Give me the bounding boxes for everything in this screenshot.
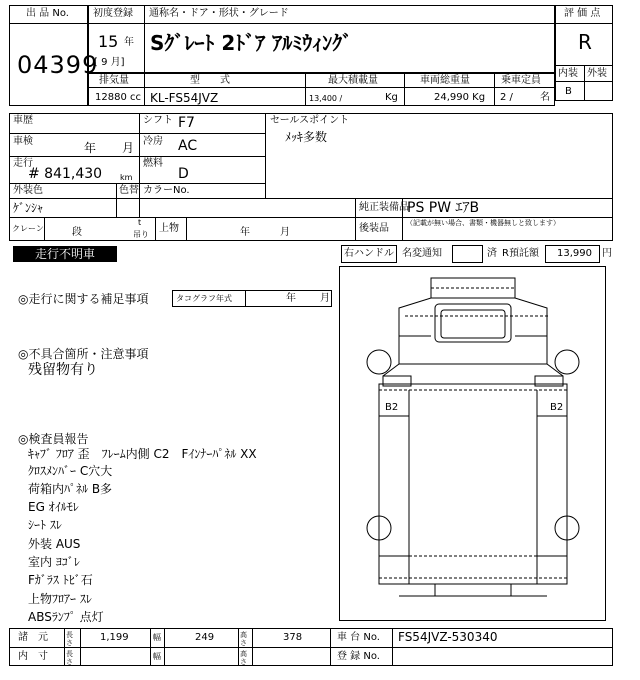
name-change-label: 名変通知 — [402, 248, 442, 259]
model-type-value: KL-FS54JVZ — [150, 91, 219, 105]
inspection-month: 月 — [122, 141, 135, 155]
aftermarket-label: 後装品 — [359, 223, 389, 234]
crane-tons: t — [138, 218, 142, 227]
fuel-value: D — [178, 166, 189, 182]
inspector-line: 上物ﾌﾛｱｰ ｽﾚ — [28, 592, 92, 606]
status-banner-text: 走行不明車 — [35, 247, 96, 261]
gross-weight-label: 車両総重量 — [420, 75, 470, 86]
crane-steps: 段 — [72, 227, 82, 238]
tachograph-label: タコグラフ年式 — [176, 294, 232, 303]
inspector-line: 室内 ﾖｺﾞﾚ — [28, 555, 80, 569]
inspector-line: Fｶﾞﾗｽ ﾄﾋﾞ石 — [28, 573, 93, 587]
max-load-label: 最大積載量 — [328, 75, 378, 86]
lot-number: 04399 — [17, 51, 99, 79]
crane-hang: 吊り — [133, 230, 149, 239]
length-value: 1,199 — [100, 632, 129, 643]
inspector-line: 荷箱内ﾊﾟﾈﾙ B多 — [28, 482, 113, 496]
outer-dim-label: 諸 元 — [18, 632, 48, 643]
inspector-line: 外装 AUS — [28, 537, 81, 551]
exterior-label: 外装 — [587, 68, 607, 79]
tax-value: 13,990 — [557, 248, 592, 259]
inner-length-label: 長さ — [66, 650, 73, 666]
tachograph-year: 年 — [286, 293, 296, 304]
reg-year-unit: 年 — [124, 37, 134, 48]
upper-month: 月 — [280, 227, 290, 238]
upper-year: 年 — [240, 227, 250, 238]
aftermarket-note: （記載が無い場合、書類・機器無しと致します） — [406, 219, 560, 227]
inner-dim-label: 内 寸 — [18, 651, 48, 662]
max-load-value: 13,400 / — [309, 94, 343, 103]
capacity-unit: 名 — [540, 92, 550, 103]
fuel-label: 燃料 — [143, 158, 163, 169]
height-value: 378 — [283, 632, 303, 643]
left-damage-mark: B2 — [385, 402, 399, 413]
mileage-unit: km — [120, 173, 133, 182]
mileage-label: 走行 — [13, 158, 33, 169]
tax-unit: 円 — [602, 248, 612, 259]
shift-label: シフト — [143, 115, 173, 126]
model-type-label: 型 式 — [190, 75, 230, 86]
capacity-value: 2 / — [500, 92, 513, 103]
shift-value: F7 — [178, 115, 195, 131]
lot-label: 出 品 No. — [26, 8, 69, 19]
first-reg-label: 初度登録 — [93, 8, 133, 19]
tax-label: R預託額 — [502, 248, 539, 259]
color-no-label: カラーNo. — [143, 185, 190, 196]
history-label: 車歴 — [13, 115, 33, 126]
displacement-label: 排気量 — [99, 75, 129, 86]
defects-value: 残留物有り — [28, 362, 98, 378]
inspector-line: ｷｬﾌﾞ ﾌﾛｱ 歪 ﾌﾚｰﾑ内側 C2 Fｲﾝﾅｰﾊﾟﾈﾙ XX — [28, 447, 257, 461]
right-damage-mark: B2 — [550, 402, 564, 413]
interior-label: 内装 — [558, 68, 578, 79]
length-label: 長さ — [66, 631, 73, 647]
inspector-title: ◎検査員報告 — [18, 432, 89, 446]
chassis-label: 車 台 No. — [337, 632, 380, 643]
sales-point-value: ﾒｯｷ多数 — [285, 130, 328, 144]
crane-label: クレーン — [12, 224, 44, 233]
reg-month: [ 9 月] — [94, 57, 125, 68]
inspector-line: ABSﾗﾝﾌﾟ 点灯 — [28, 610, 104, 624]
inspector-line: EG ｵｲﾙﾓﾚ — [28, 500, 79, 514]
max-load-unit: Kg — [385, 92, 398, 103]
reg-year: 15 — [98, 32, 119, 51]
model-description: Sｸﾞﾚｰﾄ 2ﾄﾞｱ ｱﾙﾐｳｨﾝｸﾞ — [150, 31, 353, 55]
color-change-label: 色替 — [119, 185, 139, 196]
width-value: 249 — [195, 632, 215, 643]
name-change-box — [452, 245, 483, 263]
tachograph-month: 月 — [320, 293, 330, 304]
truck-diagram — [339, 266, 606, 621]
sales-point-label: セールスポイント — [270, 115, 350, 126]
upper-label: 上物 — [159, 223, 179, 234]
ac-value: AC — [178, 138, 198, 154]
color-label: 外装色 — [13, 185, 43, 196]
steering-value: 右ハンドル — [344, 248, 394, 259]
inspection-year: 年 — [84, 141, 97, 155]
color-value: ｹﾞﾝｼｬ — [13, 201, 44, 215]
gross-weight-value: 24,990 Kg — [434, 92, 486, 103]
height-label: 高さ — [240, 631, 247, 647]
mileage-value: # 841,430 — [28, 166, 103, 182]
reg-label: 登 録 No. — [337, 651, 380, 662]
displacement-value: 12880 cc — [95, 92, 141, 103]
equipment-value: PS PW ｴｱB — [407, 200, 480, 216]
ac-label: 冷房 — [143, 136, 163, 147]
capacity-label: 乗車定員 — [501, 75, 541, 86]
inner-width-label: 幅 — [153, 652, 161, 661]
chassis-value: FS54JVZ-530340 — [398, 630, 498, 644]
tax-prefix: 済 — [487, 248, 497, 259]
defects-title: ◎不具合箇所・注意事項 — [18, 347, 149, 361]
supplement-title: ◎走行に関する補足事項 — [18, 292, 149, 306]
equipment-label: 純正装備品 — [359, 202, 409, 213]
inspector-line: ｼｰﾄ ｽﾚ — [28, 518, 62, 532]
inspection-label: 車検 — [13, 136, 33, 147]
overall-grade: R — [578, 30, 592, 54]
inspector-line: ｸﾛｽﾒﾝﾊﾞｰ C穴大 — [28, 464, 113, 478]
width-label: 幅 — [153, 633, 161, 642]
inner-height-label: 高さ — [240, 650, 247, 666]
model-desc-label: 通称名・ドア・形状・グレード — [149, 8, 289, 19]
status-banner — [13, 246, 117, 262]
interior-grade: B — [565, 86, 572, 97]
grade-label: 評 価 点 — [564, 8, 601, 19]
